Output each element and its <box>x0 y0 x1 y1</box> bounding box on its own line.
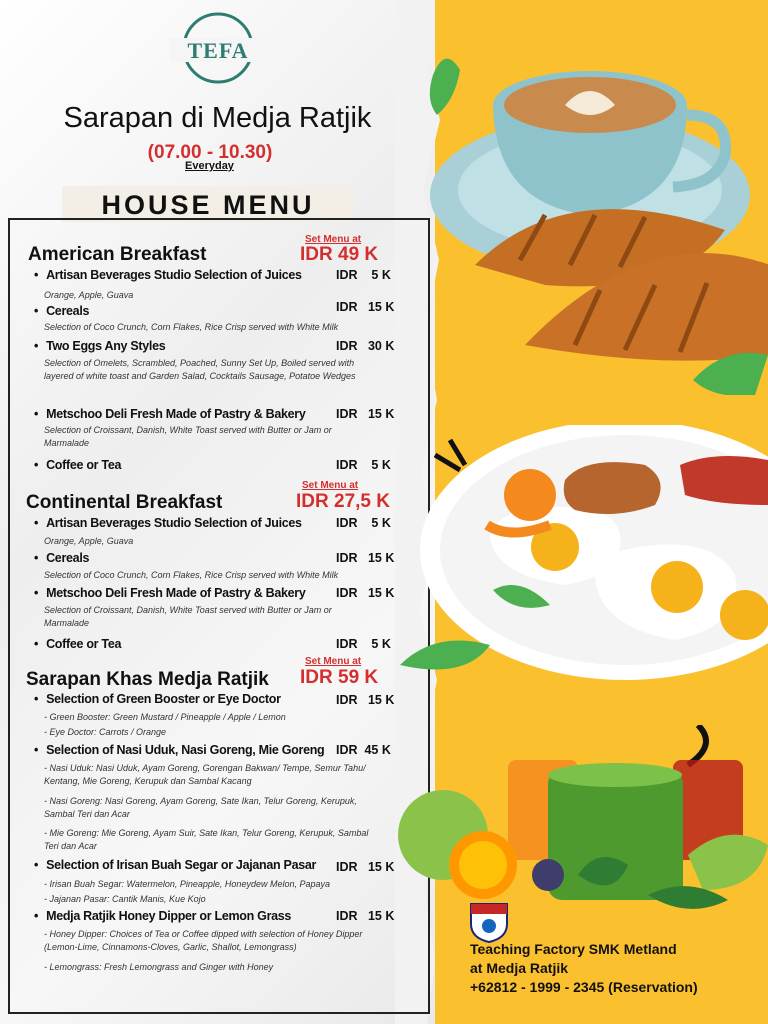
set-menu-price: IDR 27,5 K <box>296 491 390 512</box>
section-title-american: American Breakfast <box>28 244 207 265</box>
menu-item-description: - Eye Doctor: Carrots / Orange <box>44 727 167 737</box>
menu-item-description: - Nasi Uduk: Nasi Uduk, Ayam Goreng, Gorengan Bakwan/ Tempe, Semur Tahu/ Kentang, Mie Goreng, Kerupuk dan Sambal Kacang <box>44 763 366 786</box>
page-title: Sarapan di Medja Ratjik <box>63 102 372 134</box>
logo-text: TEFA <box>187 38 249 63</box>
contact-line-2: at Medja Ratjik <box>470 960 569 976</box>
menu-item-price: IDR 15 K <box>336 551 395 565</box>
section-title-continental: Continental Breakfast <box>26 492 223 513</box>
contact-line-1: Teaching Factory SMK Metland <box>470 941 677 957</box>
menu-item: • Cereals <box>34 304 89 318</box>
menu-item-description: Selection of Croissant, Danish, White Toast served with Butter or Jam or Marmalade <box>44 605 332 628</box>
contact-phone: +62812 - 1999 - 2345 (Reservation) <box>470 979 698 995</box>
menu-item-price: IDR 15 K <box>336 909 395 923</box>
menu-item-description: - Mie Goreng: Mie Goreng, Ayam Suir, Sate Ikan, Telur Goreng, Kerupuk, Sambal Teri dan Acar <box>44 828 369 851</box>
menu-item-price: IDR 30 K <box>336 339 395 353</box>
set-menu-price: IDR 59 K <box>300 667 379 688</box>
menu-item-price: IDR 15 K <box>336 693 395 707</box>
menu-item: • Medja Ratjik Honey Dipper or Lemon Grass <box>34 909 291 923</box>
menu-item: • Coffee or Tea <box>34 637 121 651</box>
menu-item-price: IDR 5 K <box>336 637 391 651</box>
menu-item-description: Selection of Omelets, Scrambled, Poached, Sunny Set Up, Boiled served with layered of white toast and Garden Salad, Cocktails Sausage, Potatoe Wedges <box>44 358 356 381</box>
menu-item-description: - Lemongrass: Fresh Lemongrass and Ginger with Honey <box>44 962 274 972</box>
menu-item-description: - Irisan Buah Segar: Watermelon, Pineapple, Honeydew Melon, Papaya <box>44 879 330 889</box>
juice-fruits-icon <box>398 725 768 925</box>
section-title-khas: Sarapan Khas Medja Ratjik <box>26 669 269 690</box>
menu-item-price: IDR 5 K <box>336 458 391 472</box>
menu-item: • Artisan Beverages Studio Selection of Juices <box>34 516 302 530</box>
menu-item: • Coffee or Tea <box>34 458 121 472</box>
menu-item-description: Selection of Coco Crunch, Corn Flakes, Rice Crisp served with White Milk <box>44 322 339 332</box>
everyday-label: Everyday <box>185 160 234 172</box>
leaf-icon <box>395 630 495 680</box>
menu-item-description: Orange, Apple, Guava <box>44 290 134 300</box>
menu-item: • Metschoo Deli Fresh Made of Pastry & Bakery <box>34 407 306 421</box>
set-menu-price: IDR 49 K <box>300 244 379 265</box>
menu-item-price: IDR 15 K <box>336 860 395 874</box>
tefa-logo <box>170 12 266 84</box>
menu-item: • Artisan Beverages Studio Selection of Juices <box>34 268 302 282</box>
menu-item-price: IDR 15 K <box>336 407 395 421</box>
menu-item-price: IDR 5 K <box>336 268 391 282</box>
menu-item-description: - Honey Dipper: Choices of Tea or Coffee dipped with selection of Honey Dipper (Lemon-Lime, Cinnamons-Cloves, Garlic, Shallot, Lemongrass) <box>44 929 363 952</box>
menu-item-price: IDR 45 K <box>336 743 391 757</box>
set-menu-label: Set Menu at <box>305 234 362 245</box>
menu-item-description: - Nasi Goreng: Nasi Goreng, Ayam Goreng, Sate Ikan, Telur Goreng, Kerupuk, Sambal Teri dan Acar <box>44 796 357 819</box>
menu-item-description: Selection of Croissant, Danish, White Toast served with Butter or Jam or Marmalade <box>44 425 332 448</box>
menu-item-description: Orange, Apple, Guava <box>44 536 134 546</box>
menu-item-description: Selection of Coco Crunch, Corn Flakes, Rice Crisp served with White Milk <box>44 570 339 580</box>
menu-item-price: IDR 15 K <box>336 300 395 314</box>
set-menu-label: Set Menu at <box>302 480 359 491</box>
menu-heading: HOUSE MENU <box>62 186 354 222</box>
menu-item-price: IDR 15 K <box>336 586 395 600</box>
menu-item: • Selection of Green Booster or Eye Doctor <box>34 692 281 706</box>
coffee-croissant-icon <box>425 55 768 395</box>
menu-item-description: - Jajanan Pasar: Cantik Manis, Kue Kojo <box>44 894 206 904</box>
menu-item-price: IDR 5 K <box>336 516 391 530</box>
contact-info <box>470 940 698 997</box>
menu-item: • Two Eggs Any Styles <box>34 339 165 353</box>
menu-item-description: - Green Booster: Green Mustard / Pineapple / Apple / Lemon <box>44 712 286 722</box>
school-shield-icon <box>467 900 511 944</box>
menu-item: • Selection of Irisan Buah Segar or Jajanan Pasar <box>34 858 316 872</box>
menu-item: • Cereals <box>34 551 89 565</box>
menu-item: • Selection of Nasi Uduk, Nasi Goreng, Mie Goreng <box>34 743 324 757</box>
opening-hours: (07.00 - 10.30) <box>147 142 273 163</box>
menu-item: • Metschoo Deli Fresh Made of Pastry & Bakery <box>34 586 306 600</box>
set-menu-label: Set Menu at <box>305 656 362 667</box>
